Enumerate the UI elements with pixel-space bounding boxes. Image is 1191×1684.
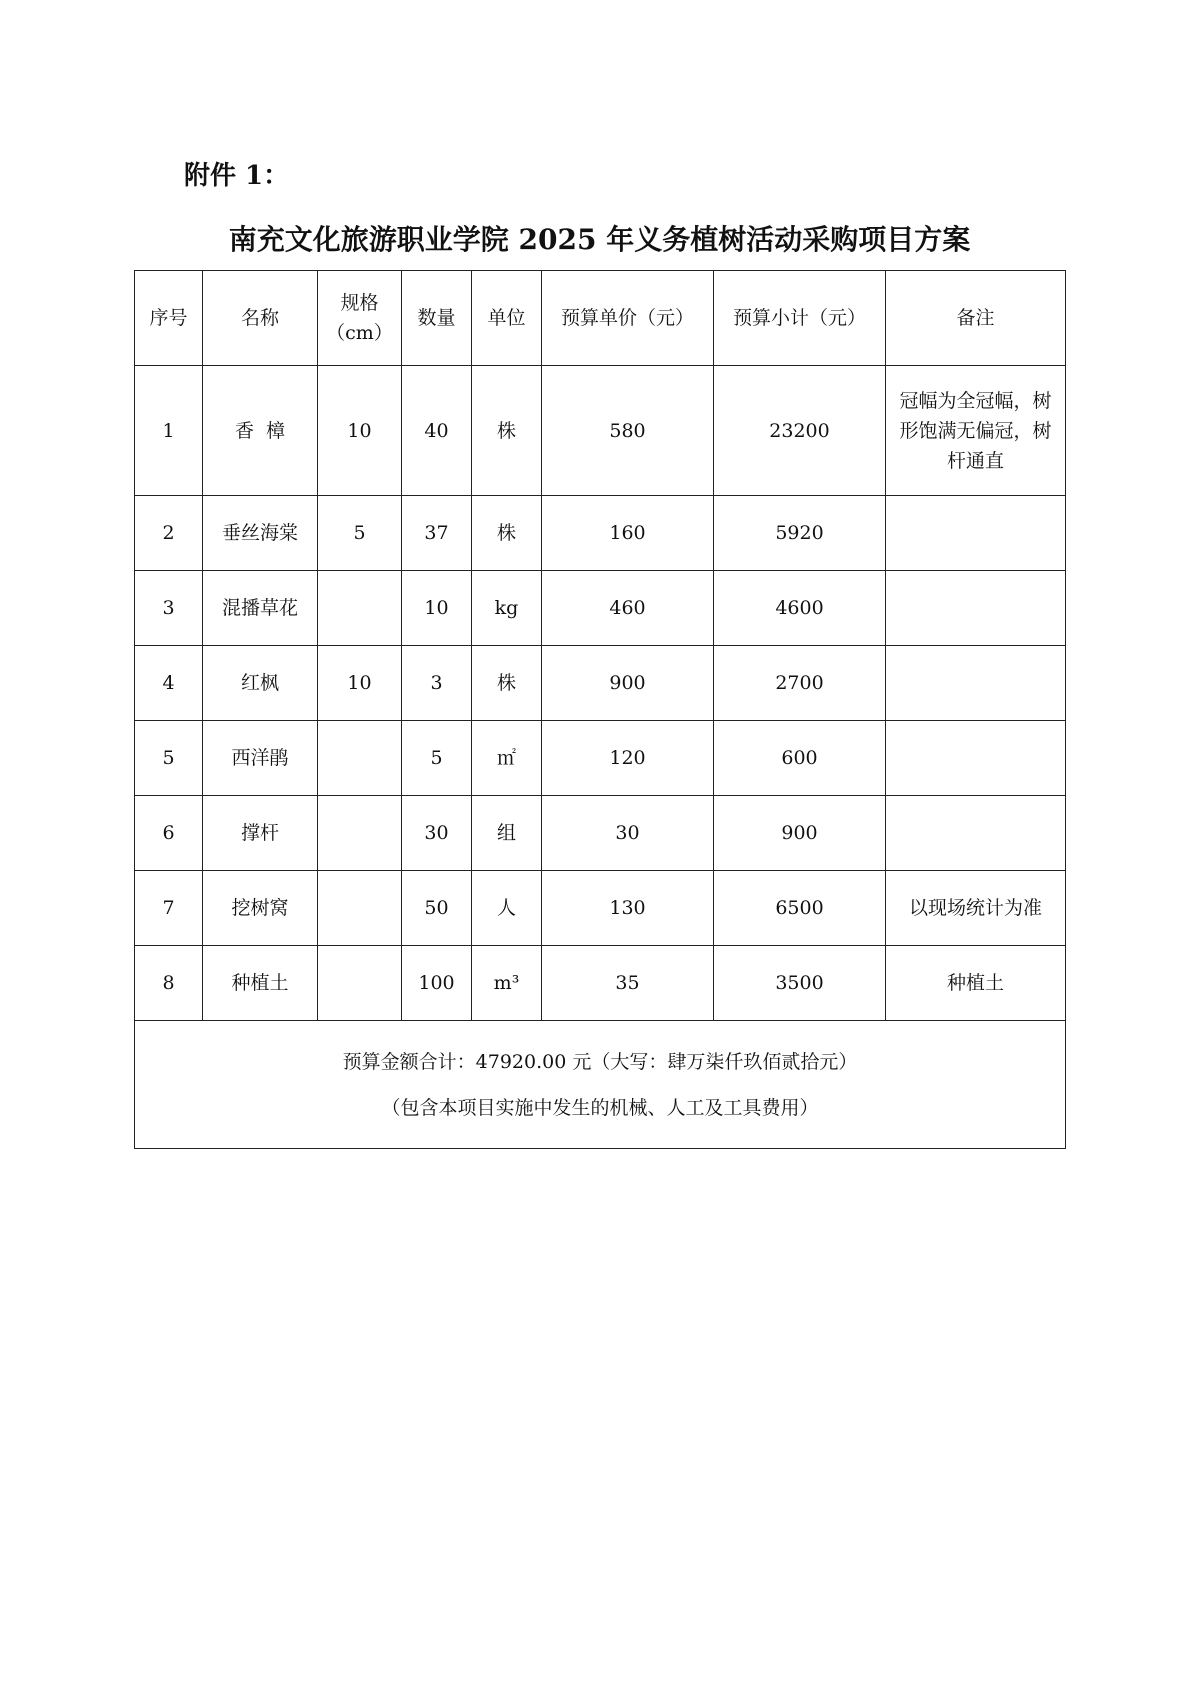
cell-remark: 以现场统计为准 xyxy=(886,871,1066,946)
cell-unit-price: 900 xyxy=(542,646,714,721)
cell-name: 香 樟 xyxy=(203,366,318,496)
cell-spec: 5 xyxy=(318,496,402,571)
table-row xyxy=(135,721,1066,796)
header-quantity: 数量 xyxy=(402,271,472,366)
cell-subtotal: 23200 xyxy=(714,366,886,496)
cell-unit: 株 xyxy=(472,646,542,721)
cell-unit: 组 xyxy=(472,796,542,871)
cell-index: 6 xyxy=(135,796,203,871)
cell-name: 挖树窝 xyxy=(203,871,318,946)
cell-quantity: 37 xyxy=(402,496,472,571)
cell-quantity: 10 xyxy=(402,571,472,646)
cell-quantity: 50 xyxy=(402,871,472,946)
cell-index: 3 xyxy=(135,571,203,646)
cell-name: 种植土 xyxy=(203,946,318,1021)
table-row xyxy=(135,571,1066,646)
cell-subtotal: 4600 xyxy=(714,571,886,646)
cell-spec xyxy=(318,571,402,646)
cell-remark xyxy=(886,796,1066,871)
cell-unit-price: 130 xyxy=(542,871,714,946)
cell-remark: 冠幅为全冠幅，树形饱满无偏冠，树杆通直 xyxy=(886,366,1066,496)
cell-quantity: 30 xyxy=(402,796,472,871)
cell-spec: 10 xyxy=(318,366,402,496)
budget-note-text: （包含本项目实施中发生的机械、人工及工具费用） xyxy=(381,1096,819,1119)
cell-index: 7 xyxy=(135,871,203,946)
cell-name: 红枫 xyxy=(203,646,318,721)
table-row xyxy=(135,496,1066,571)
cell-quantity: 5 xyxy=(402,721,472,796)
cell-subtotal: 5920 xyxy=(714,496,886,571)
cell-unit-price: 460 xyxy=(542,571,714,646)
cell-unit-price: 120 xyxy=(542,721,714,796)
table-row xyxy=(135,871,1066,946)
procurement-table xyxy=(134,270,1066,1149)
cell-remark: 种植土 xyxy=(886,946,1066,1021)
table-row xyxy=(135,646,1066,721)
cell-quantity: 3 xyxy=(402,646,472,721)
cell-name: 撑杆 xyxy=(203,796,318,871)
cell-remark xyxy=(886,571,1066,646)
cell-name: 混播草花 xyxy=(203,571,318,646)
cell-unit: m³ xyxy=(472,946,542,1021)
cell-unit: ㎡ xyxy=(472,721,542,796)
cell-subtotal: 600 xyxy=(714,721,886,796)
cell-unit: 株 xyxy=(472,496,542,571)
table-row xyxy=(135,796,1066,871)
table-row xyxy=(135,366,1066,496)
attachment-label: 附件 1： xyxy=(184,161,290,191)
cell-spec xyxy=(318,946,402,1021)
cell-spec xyxy=(318,871,402,946)
cell-unit-price: 30 xyxy=(542,796,714,871)
header-name: 名称 xyxy=(203,271,318,366)
cell-unit: 人 xyxy=(472,871,542,946)
header-subtotal: 预算小计（元） xyxy=(714,271,886,366)
header-unit: 单位 xyxy=(472,271,542,366)
cell-index: 2 xyxy=(135,496,203,571)
cell-name: 垂丝海棠 xyxy=(203,496,318,571)
table-footer-row xyxy=(135,1021,1066,1149)
cell-unit: 株 xyxy=(472,366,542,496)
table-header-row xyxy=(135,271,1066,366)
cell-index: 4 xyxy=(135,646,203,721)
header-unit-price: 预算单价（元） xyxy=(542,271,714,366)
header-index: 序号 xyxy=(135,271,203,366)
cell-unit-price: 580 xyxy=(542,366,714,496)
cell-quantity: 40 xyxy=(402,366,472,496)
cell-subtotal: 6500 xyxy=(714,871,886,946)
header-spec-line2: （cm） xyxy=(326,322,393,344)
cell-subtotal: 3500 xyxy=(714,946,886,1021)
cell-remark xyxy=(886,721,1066,796)
cell-spec xyxy=(318,721,402,796)
cell-name: 西洋鹃 xyxy=(203,721,318,796)
cell-spec: 10 xyxy=(318,646,402,721)
cell-index: 8 xyxy=(135,946,203,1021)
budget-total-text: 预算金额合计：47920.00 元（大写：肆万柒仟玖佰贰拾元） xyxy=(342,1050,858,1073)
cell-spec xyxy=(318,796,402,871)
cell-unit-price: 35 xyxy=(542,946,714,1021)
cell-unit-price: 160 xyxy=(542,496,714,571)
cell-subtotal: 2700 xyxy=(714,646,886,721)
header-spec-line1: 规格 xyxy=(340,292,379,314)
header-spec xyxy=(318,271,402,366)
cell-subtotal: 900 xyxy=(714,796,886,871)
cell-remark xyxy=(886,496,1066,571)
cell-quantity: 100 xyxy=(402,946,472,1021)
cell-index: 1 xyxy=(135,366,203,496)
table-row xyxy=(135,946,1066,1021)
header-remark: 备注 xyxy=(886,271,1066,366)
cell-unit: kg xyxy=(472,571,542,646)
cell-remark xyxy=(886,646,1066,721)
footer-cell xyxy=(135,1021,1066,1149)
document-title: 南充文化旅游职业学院 2025 年义务植树活动采购项目方案 xyxy=(228,223,971,256)
cell-index: 5 xyxy=(135,721,203,796)
